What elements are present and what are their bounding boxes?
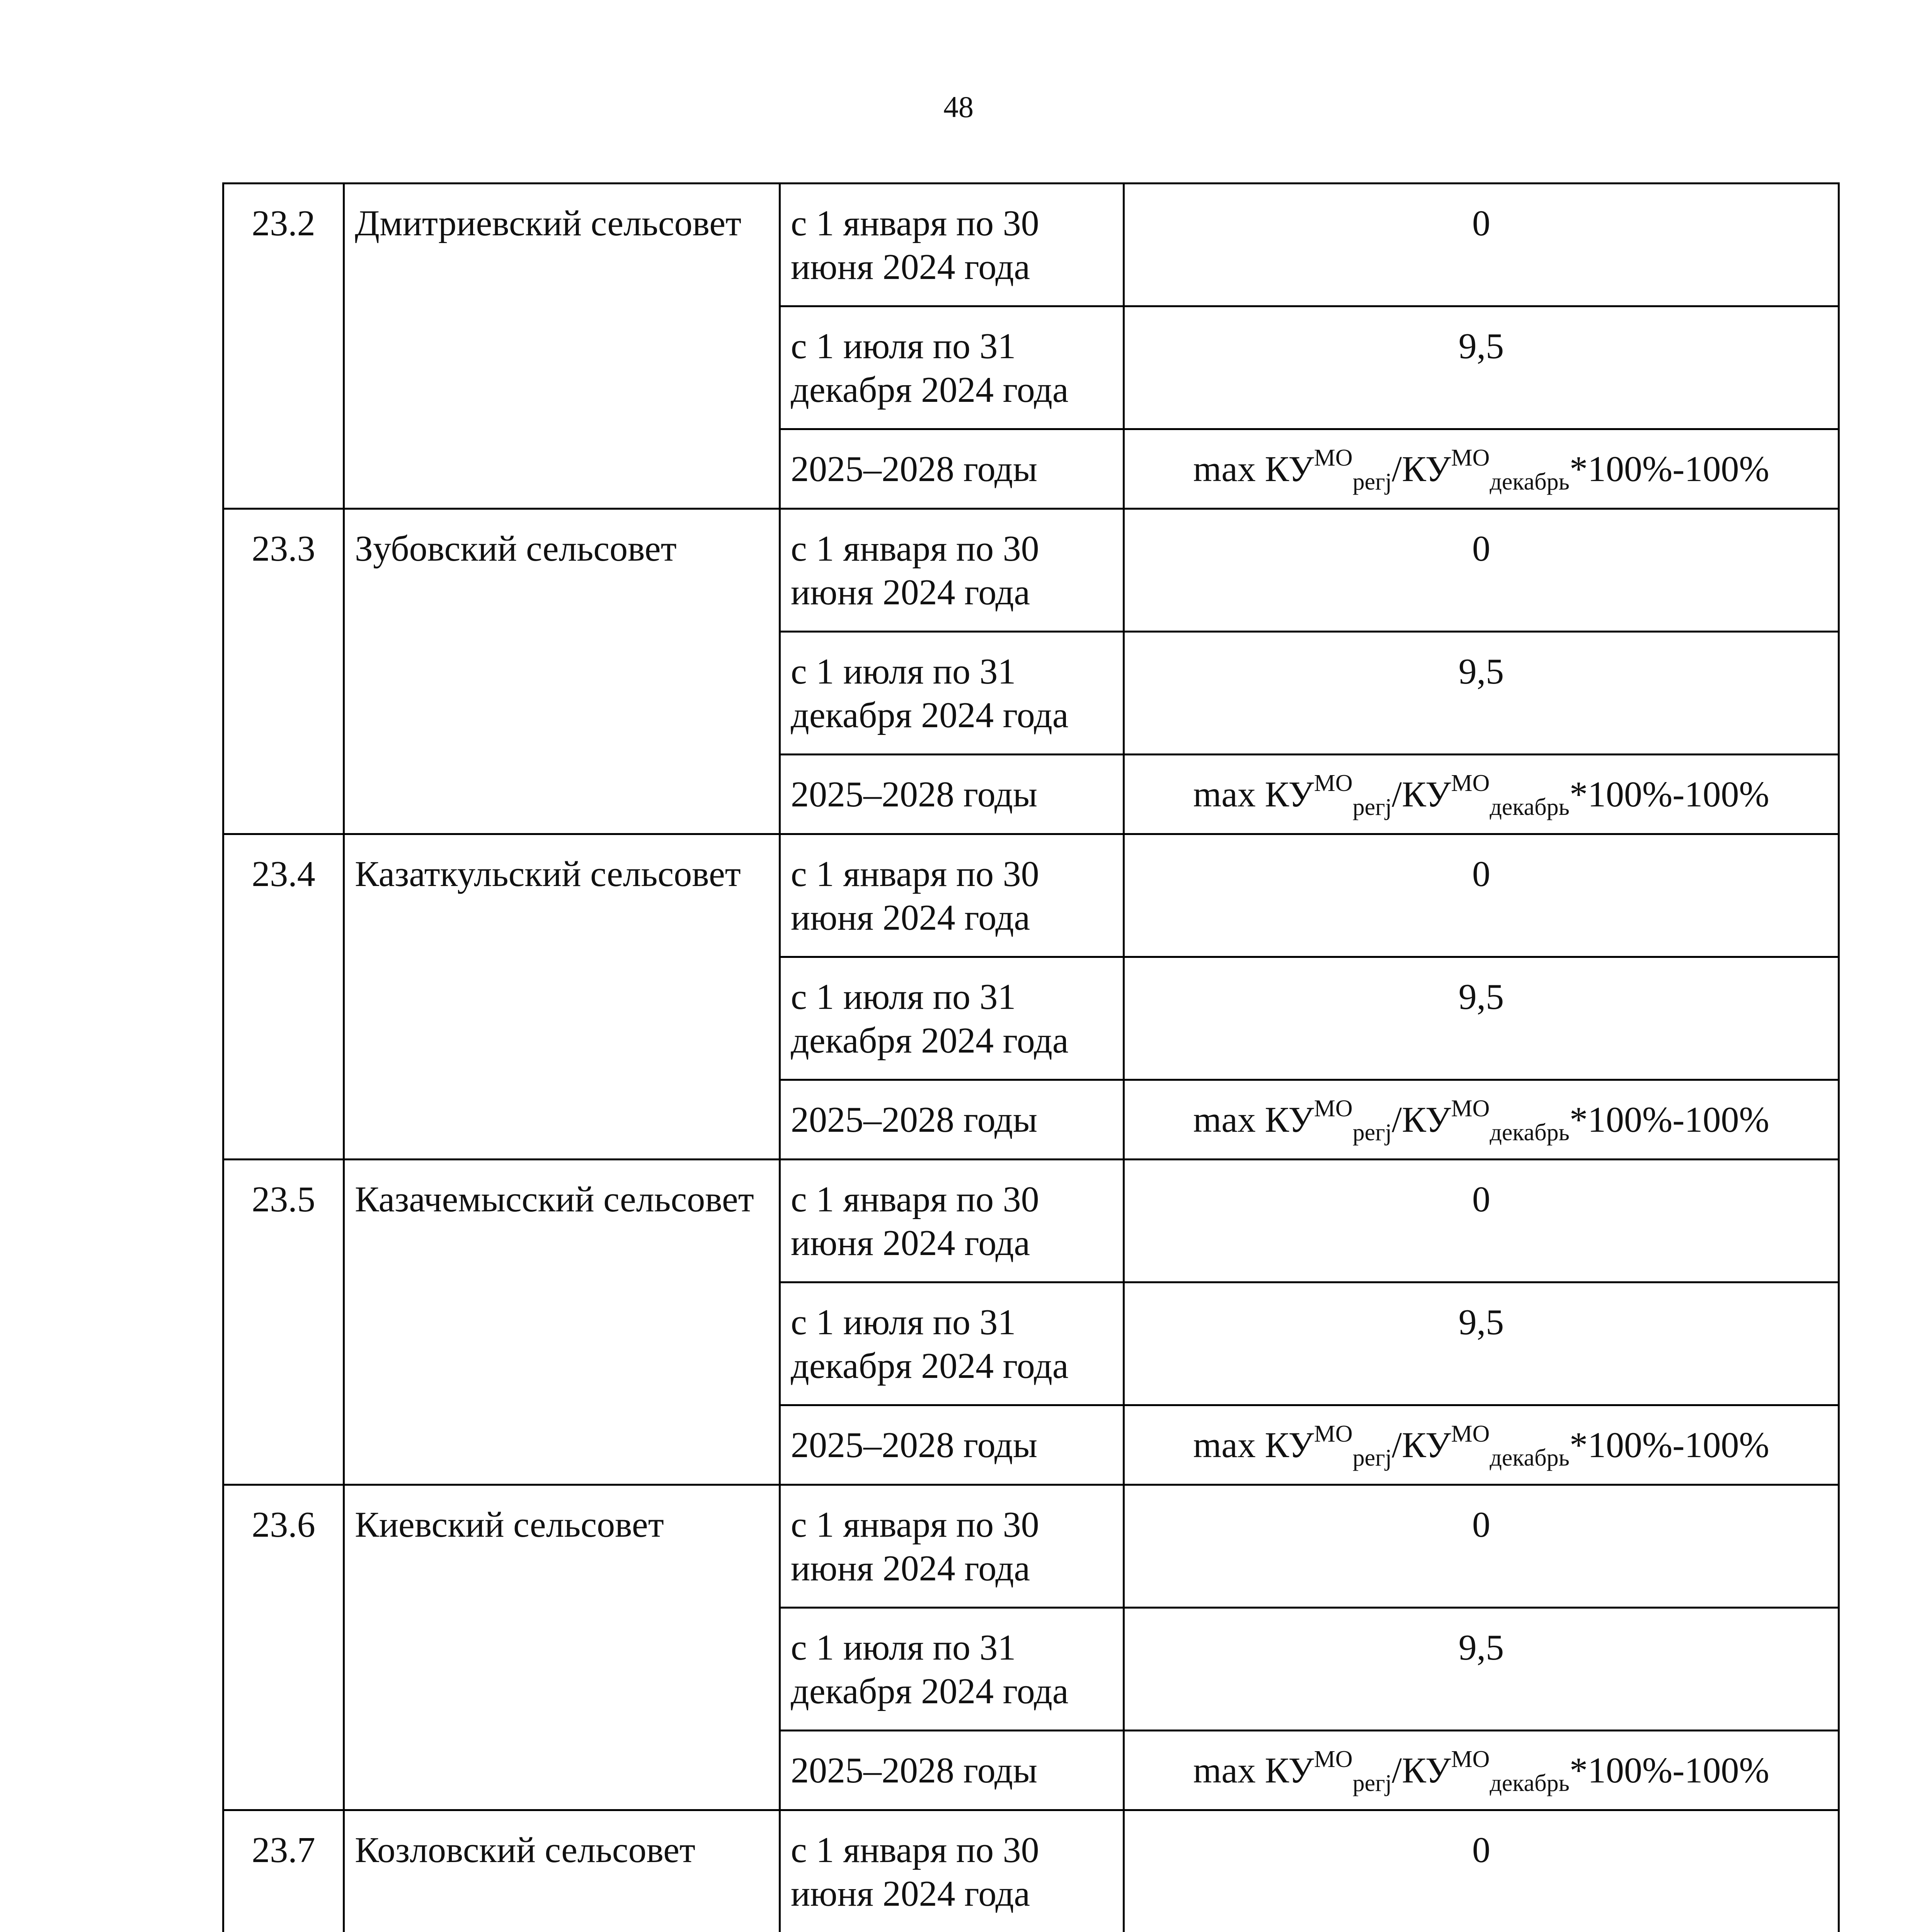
formula-sup-1: МО — [1314, 445, 1353, 471]
formula-sup-2: МО — [1451, 1095, 1490, 1122]
formula-suffix: *100%-100% — [1569, 1425, 1769, 1465]
value-first-half: 0 — [1124, 1485, 1839, 1608]
period-years: 2025–2028 годы — [780, 1405, 1124, 1485]
formula-suffix: *100%-100% — [1569, 449, 1769, 489]
formula-sub-2: декабрь — [1490, 1770, 1570, 1796]
period-years: 2025–2028 годы — [780, 755, 1124, 834]
value-first-half: 0 — [1124, 1810, 1839, 1932]
period-first-half: с 1 января по 30 июня 2024 года — [780, 1160, 1124, 1282]
formula-sub-1: регj — [1352, 1770, 1392, 1796]
period-first-half: с 1 января по 30 июня 2024 года — [780, 1810, 1124, 1932]
period-years: 2025–2028 годы — [780, 429, 1124, 509]
period-second-half: с 1 июля по 31 декабря 2024 года — [780, 632, 1124, 755]
formula-sub-2: декабрь — [1490, 1445, 1570, 1471]
formula-prefix: max КУ — [1193, 1425, 1314, 1465]
period-second-half: с 1 июля по 31 декабря 2024 года — [780, 957, 1124, 1080]
tariff-table-body — [223, 184, 1839, 1932]
period-second-half: с 1 июля по 31 декабря 2024 года — [780, 1608, 1124, 1731]
period-first-half: с 1 января по 30 июня 2024 года — [780, 834, 1124, 957]
period-first-half: с 1 января по 30 июня 2024 года — [780, 509, 1124, 632]
formula-sup-1: МО — [1314, 1746, 1353, 1772]
period-years: 2025–2028 годы — [780, 1731, 1124, 1810]
municipality-name: Дмитриевский сельсовет — [344, 184, 780, 509]
period-first-half: с 1 января по 30 июня 2024 года — [780, 184, 1124, 306]
formula-slash: /КУ — [1391, 1100, 1451, 1140]
formula-sup-2: МО — [1451, 445, 1490, 471]
formula-cell — [1124, 1731, 1839, 1810]
row-number: 23.5 — [223, 1160, 344, 1485]
value-second-half: 9,5 — [1124, 1608, 1839, 1731]
formula-prefix: max КУ — [1193, 449, 1314, 489]
formula-slash: /КУ — [1391, 774, 1451, 815]
tariff-table — [222, 182, 1840, 1932]
formula-sup-2: МО — [1451, 1421, 1490, 1447]
value-second-half: 9,5 — [1124, 1282, 1839, 1405]
value-first-half: 0 — [1124, 184, 1839, 306]
formula-cell — [1124, 429, 1839, 509]
municipality-name: Киевский сельсовет — [344, 1485, 780, 1810]
formula-sup-1: МО — [1314, 1095, 1353, 1122]
table-row — [223, 1485, 1839, 1608]
formula-sup-2: МО — [1451, 770, 1490, 796]
municipality-name: Казачемысский сельсовет — [344, 1160, 780, 1485]
formula-suffix: *100%-100% — [1569, 1100, 1769, 1140]
formula-sub-1: регj — [1352, 1119, 1392, 1146]
table-row — [223, 1160, 1839, 1282]
page-number: 48 — [943, 90, 974, 124]
formula-sub-1: регj — [1352, 1445, 1392, 1471]
row-number: 23.2 — [223, 184, 344, 509]
formula-slash: /КУ — [1391, 1750, 1451, 1791]
formula-sub-1: регj — [1352, 469, 1392, 495]
formula-cell — [1124, 755, 1839, 834]
value-first-half: 0 — [1124, 509, 1839, 632]
formula-sub-1: регj — [1352, 794, 1392, 820]
formula-sub-2: декабрь — [1490, 469, 1570, 495]
formula-slash: /КУ — [1391, 449, 1451, 489]
formula-sub-2: декабрь — [1490, 794, 1570, 820]
formula-cell — [1124, 1080, 1839, 1160]
municipality-name: Казаткульский сельсовет — [344, 834, 780, 1160]
row-number: 23.4 — [223, 834, 344, 1160]
formula-cell — [1124, 1405, 1839, 1485]
formula-suffix: *100%-100% — [1569, 1750, 1769, 1791]
table-row — [223, 509, 1839, 632]
formula-suffix: *100%-100% — [1569, 774, 1769, 815]
row-number: 23.3 — [223, 509, 344, 834]
formula-prefix: max КУ — [1193, 1750, 1314, 1791]
row-number: 23.6 — [223, 1485, 344, 1810]
period-years: 2025–2028 годы — [780, 1080, 1124, 1160]
municipality-name: Зубовский сельсовет — [344, 509, 780, 834]
value-second-half: 9,5 — [1124, 632, 1839, 755]
formula-prefix: max КУ — [1193, 774, 1314, 815]
table-row — [223, 184, 1839, 306]
value-second-half: 9,5 — [1124, 957, 1839, 1080]
formula-sup-2: МО — [1451, 1746, 1490, 1772]
table-row — [223, 834, 1839, 957]
value-first-half: 0 — [1124, 834, 1839, 957]
formula-sup-1: МО — [1314, 770, 1353, 796]
formula-slash: /КУ — [1391, 1425, 1451, 1465]
municipality-name: Козловский сельсовет — [344, 1810, 780, 1932]
row-number: 23.7 — [223, 1810, 344, 1932]
value-first-half: 0 — [1124, 1160, 1839, 1282]
value-second-half: 9,5 — [1124, 306, 1839, 429]
formula-sub-2: декабрь — [1490, 1119, 1570, 1146]
table-row — [223, 1810, 1839, 1932]
period-second-half: с 1 июля по 31 декабря 2024 года — [780, 306, 1124, 429]
formula-sup-1: МО — [1314, 1421, 1353, 1447]
period-second-half: с 1 июля по 31 декабря 2024 года — [780, 1282, 1124, 1405]
formula-prefix: max КУ — [1193, 1100, 1314, 1140]
period-first-half: с 1 января по 30 июня 2024 года — [780, 1485, 1124, 1608]
